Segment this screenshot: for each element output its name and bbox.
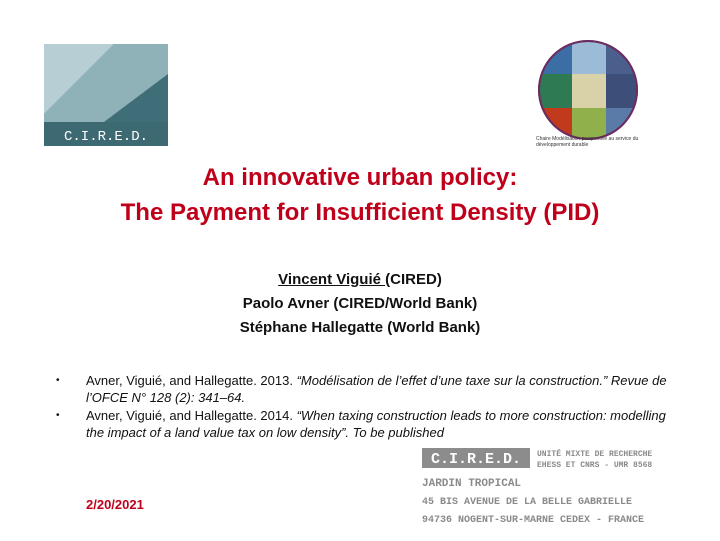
address-logo-text: C.I.R.E.D. bbox=[430, 451, 522, 468]
cired-logo-text: C.I.R.E.D. bbox=[63, 129, 149, 145]
reference-authors: Avner, Viguié, and Hallegatte. 2014. bbox=[86, 408, 297, 423]
address-line-3: 94736 NOGENT-SUR-MARNE CEDEX - FRANCE bbox=[422, 515, 645, 526]
reference-authors: Avner, Viguié, and Hallegatte. 2013. bbox=[86, 373, 297, 388]
cired-logo bbox=[44, 44, 168, 146]
reference-item bbox=[56, 372, 676, 406]
author-1-affiliation: (CIRED) bbox=[385, 271, 442, 288]
author-1 bbox=[110, 268, 610, 292]
address-block bbox=[420, 446, 710, 536]
chaire-caption: Chaire Modélisation prospective au service du développement durable bbox=[536, 136, 639, 148]
authors-block bbox=[110, 268, 610, 340]
address-unit-line2: EHESS ET CNRS - UMR 8568 bbox=[537, 461, 653, 470]
bullet-icon: • bbox=[56, 410, 60, 421]
author-2 bbox=[110, 292, 610, 316]
bullet-icon: • bbox=[56, 375, 60, 386]
author-3-affiliation: (World Bank) bbox=[387, 319, 481, 336]
author-1-name: Vincent Viguié bbox=[278, 271, 386, 288]
address-unit-line1: UNITÉ MIXTE DE RECHERCHE bbox=[537, 450, 653, 459]
slide-date: 2/20/2021 bbox=[86, 497, 144, 512]
reference-text: “When taxing construction leads to more construction: modelling the impact of a land value tax on low density”. To be published bbox=[86, 408, 666, 440]
address-line-1: JARDIN TROPICAL bbox=[422, 478, 522, 490]
reference-text: “Modélisation de l’effet d’une taxe sur la construction.” Revue de l’OFCE N° 128 (2): 341–64. bbox=[86, 373, 667, 405]
references-list bbox=[56, 372, 676, 442]
author-2-name: Paolo Avner bbox=[242, 295, 334, 312]
author-3-name: Stéphane Hallegatte bbox=[239, 319, 388, 336]
title-line-1: An innovative urban policy: bbox=[202, 164, 518, 191]
reference-item bbox=[56, 407, 676, 441]
author-2-affiliation: (CIRED/World Bank) bbox=[333, 295, 478, 312]
address-line-2: 45 BIS AVENUE DE LA BELLE GABRIELLE bbox=[422, 497, 633, 508]
title-line-2: The Payment for Insufficient Density (PID) bbox=[120, 199, 600, 226]
author-3 bbox=[110, 316, 610, 340]
slide-title bbox=[40, 160, 680, 230]
